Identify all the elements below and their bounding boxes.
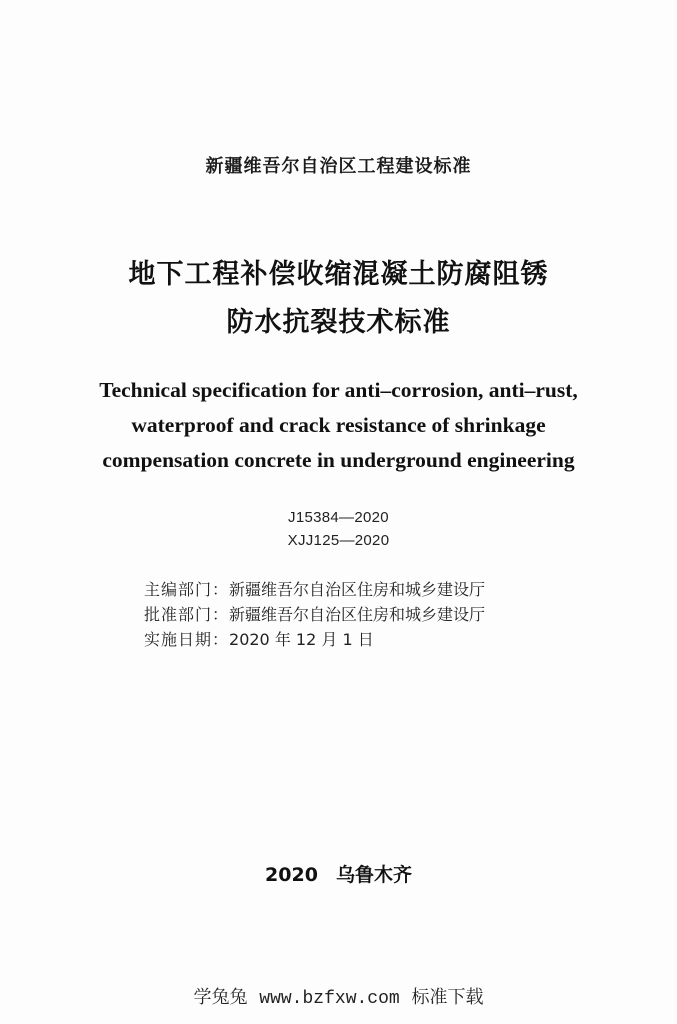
publication-year: 2020 bbox=[265, 864, 318, 886]
approver-department-row bbox=[144, 602, 485, 625]
effective-date-row bbox=[144, 627, 374, 650]
standard-series-title: 新疆维吾尔自治区工程建设标准 bbox=[205, 156, 472, 177]
english-title-line-1: Technical specification for anti–corrosion, anti–rust, bbox=[99, 378, 578, 402]
editor-department-value: 新疆维吾尔自治区住房和城乡建设厅 bbox=[229, 580, 486, 599]
publication-city: 乌鲁木齐 bbox=[335, 864, 412, 886]
editor-department-row bbox=[144, 577, 485, 600]
download-watermark bbox=[0, 983, 677, 1009]
chinese-title-line-1: 地下工程补偿收缩混凝土防腐阻锈 bbox=[128, 259, 549, 290]
chinese-title-line-2: 防水抗裂技术标准 bbox=[226, 307, 451, 338]
watermark-prefix: 学兔兔 bbox=[193, 987, 248, 1008]
english-title-line-3: compensation concrete in underground engineering bbox=[102, 448, 575, 472]
editor-department-label: 主编部门： bbox=[144, 580, 230, 599]
effective-date-label: 实施日期： bbox=[144, 630, 230, 649]
approver-department-value: 新疆维吾尔自治区住房和城乡建设厅 bbox=[229, 605, 486, 624]
standard-code-j: J15384—2020 bbox=[288, 509, 389, 526]
standard-code-xjj: XJJ125—2020 bbox=[287, 532, 390, 549]
watermark-suffix: 标准下载 bbox=[411, 987, 484, 1008]
watermark-url: www.bzfxw.com bbox=[259, 989, 400, 1009]
english-title-line-2: waterproof and crack resistance of shrinkage bbox=[131, 413, 546, 437]
publication-footer bbox=[0, 860, 677, 887]
effective-date-value: 2020 年 12 月 1 日 bbox=[229, 630, 374, 649]
approver-department-label: 批准部门： bbox=[144, 605, 230, 624]
